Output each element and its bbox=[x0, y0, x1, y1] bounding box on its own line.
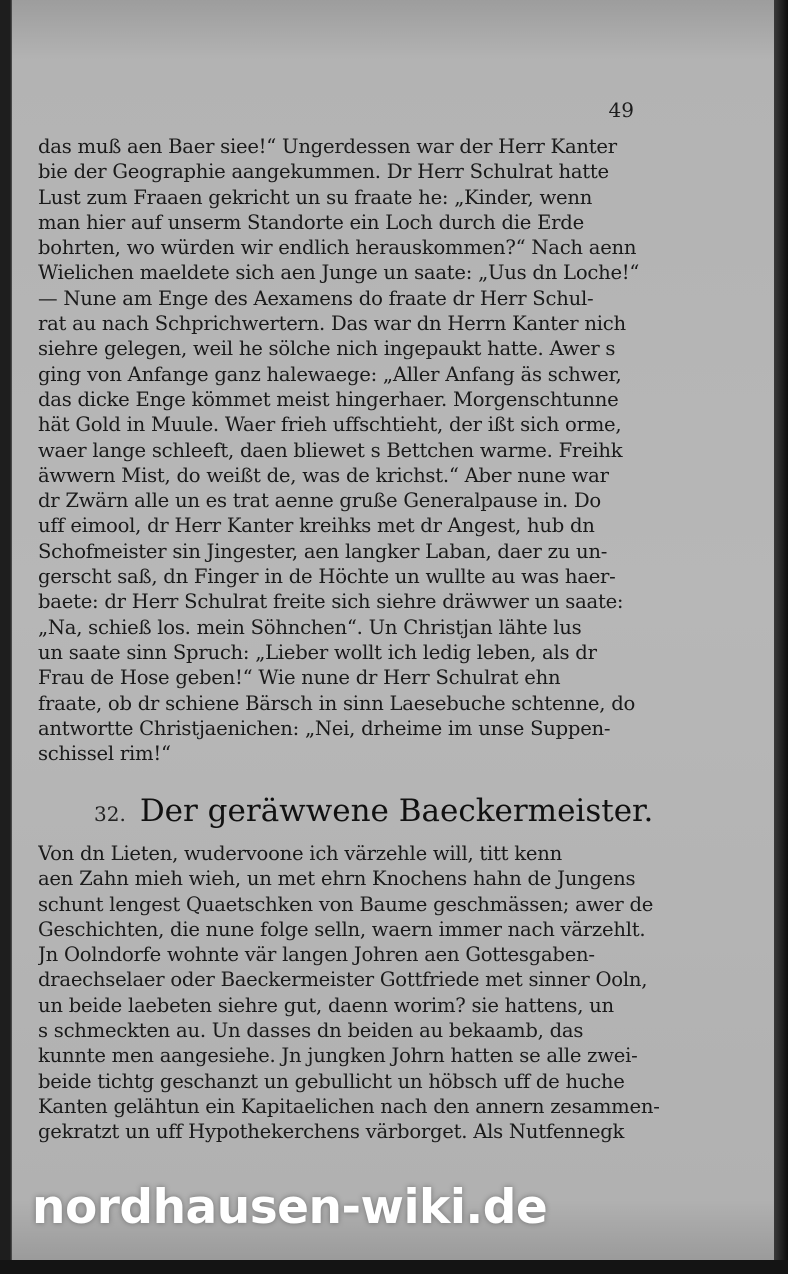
text-line: ging von Anfange ganz halewaege: „Aller Anfang äs schwer, bbox=[38, 362, 622, 386]
text-line: Kanten gelähtun ein Kapitaelichen nach den annern zesammen- bbox=[38, 1094, 660, 1118]
book-spine-shadow bbox=[774, 0, 788, 1274]
text-line: dr Zwärn alle un es trat aenne gruße Generalpause in. Do bbox=[38, 489, 601, 513]
text-line: — Nune am Enge des Aexamens do fraate dr Herr Schul- bbox=[38, 286, 594, 310]
text-line: waer lange schleeft, daen bliewet s Bettchen warme. Freihk bbox=[38, 438, 623, 462]
text-line: gerscht saß, dn Finger in de Höchte un wullte au was haer- bbox=[38, 565, 616, 589]
text-line: das muß aen Baer siee!“ Ungerdessen war der Herr Kanter bbox=[38, 135, 617, 158]
text-line: gekratzt un uff Hypothekerchens värborget. Als Nutfennegk bbox=[38, 1120, 625, 1144]
text-line: fraate, ob dr schiene Bärsch in sinn Laesebuche schtenne, do bbox=[38, 691, 636, 715]
text-line: hät Gold in Muule. Waer frieh uffschtieht, der ißt sich orme, bbox=[38, 413, 622, 437]
text-line: „Na, schieß los. mein Söhnchen“. Un Christjan lähte lus bbox=[38, 615, 582, 639]
text-line: bohrten, wo würden wir endlich herauskommen?“ Nach aenn bbox=[38, 236, 637, 260]
page-bottom-edge bbox=[0, 1260, 788, 1274]
paragraph-story-text bbox=[38, 841, 664, 1145]
text-line: siehre gelegen, weil he sölche nich ingepaukt hatte. Awer s bbox=[38, 337, 616, 361]
text-line: s schmeckten au. Un dasses dn beiden au bekaamb, das bbox=[38, 1019, 584, 1043]
chapter-heading bbox=[94, 793, 653, 829]
text-line: baete: dr Herr Schulrat freite sich siehre dräwwer un saate: bbox=[38, 590, 624, 614]
text-line: antwortte Christjaenichen: „Nei, drheime im unse Suppen- bbox=[38, 716, 611, 740]
text-line: uff eimool, dr Herr Kanter kreihks met dr Angest, hub dn bbox=[38, 514, 595, 538]
text-line: schunt lengest Quaetschken von Baume geschmässen; awer de bbox=[38, 892, 654, 916]
text-line: das dicke Enge kömmet meist hingerhaer. Morgenschtunne bbox=[38, 387, 619, 411]
text-line: schissel rim!“ bbox=[38, 742, 171, 766]
watermark-text: nordhausen-wiki.de bbox=[32, 1180, 548, 1235]
paragraph-dialect-text bbox=[38, 134, 664, 766]
text-line: Wielichen maeldete sich aen Junge un saate: „Uus dn Loche!“ bbox=[38, 261, 640, 285]
chapter-title: Der geräwwene Baeckermeister. bbox=[139, 793, 654, 829]
text-line: Jn Oolndorfe wohnte vär langen Johren aen Gottesgaben- bbox=[38, 943, 595, 967]
text-line: bie der Geographie aangekummen. Dr Herr Schulrat hatte bbox=[38, 160, 609, 184]
text-line: rat au nach Schprichwertern. Das war dn Herrn Kanter nich bbox=[38, 312, 626, 336]
text-line: draechselaer oder Baeckermeister Gottfriede met sinner Ooln, bbox=[38, 968, 648, 992]
text-line: Von dn Lieten, wudervoone ich värzehle will, titt kenn bbox=[38, 842, 562, 865]
text-line: Lust zum Fraaen gekricht un su fraate he: „Kinder, wenn bbox=[38, 185, 593, 209]
chapter-number: 32. bbox=[94, 802, 126, 826]
text-line: beide tichtg geschanzt un gebullicht un höbsch uff de huche bbox=[38, 1069, 625, 1093]
text-line: man hier auf unserm Standorte ein Loch durch die Erde bbox=[38, 210, 584, 234]
text-line: kunnte men aangesiehe. Jn jungken Johrn hatten se alle zwei- bbox=[38, 1044, 638, 1068]
text-line: Schofmeister sin Jingester, aen langker Laban, daer zu un- bbox=[38, 539, 608, 563]
text-line: un beide laebeten siehre gut, daenn worim? sie hattens, un bbox=[38, 993, 614, 1017]
text-line: aen Zahn mieh wieh, un met ehrn Knochens hahn de Jungens bbox=[38, 867, 636, 891]
page-number: 49 bbox=[608, 98, 634, 122]
book-page bbox=[12, 0, 774, 1262]
text-line: äwwern Mist, do weißt de, was de krichst.“ Aber nune war bbox=[38, 463, 609, 487]
text-line: Geschichten, die nune folge selln, waern immer nach värzehlt. bbox=[38, 917, 646, 941]
text-line: Frau de Hose geben!“ Wie nune dr Herr Schulrat ehn bbox=[38, 666, 561, 690]
text-line: un saate sinn Spruch: „Lieber wollt ich ledig leben, als dr bbox=[38, 640, 597, 664]
